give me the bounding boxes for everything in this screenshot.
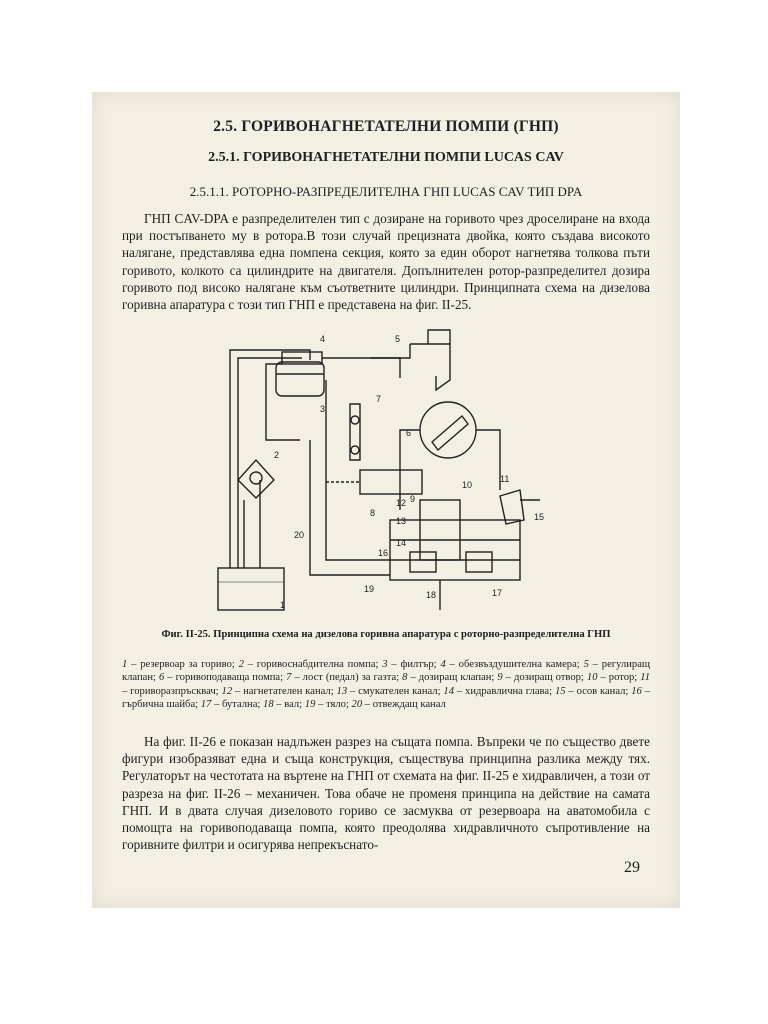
- legend-item: 16 – гърбична шайба;: [122, 685, 651, 711]
- legend-item: 7 – лост (педал) за газта;: [286, 672, 400, 684]
- fuel-tank-shape: [218, 568, 284, 610]
- legend-item: 4 – обезвъздушителна камера;: [440, 659, 580, 670]
- intro-paragraph: [122, 210, 650, 313]
- legend-item: 11 – гориворазпръсквач;: [122, 672, 651, 697]
- label-12: 12: [396, 498, 407, 508]
- legend-item: 1 – резервоар за гориво;: [122, 659, 235, 670]
- figure-caption: Фиг. II-25. Принципна схема на дизелова горивна апаратура с роторно-разпределителна ГНП: [161, 629, 611, 640]
- paragraph-text: ГНП CAV-DPA е разпределителен тип с дозиране на горивото чрез дроселиране на входа при постъпването му в ротора.В този случай прецизната двойка, която създава високото налягане, представлява една помпена секция, която за един оборот нагнетява толкова пъти горивото, колкото са цилиндрите на двигателя. Допълнителен ротор-разпределител дозира горивото под високо налягане към съответните цилиндри. Принципната схема на дизелова горивна апаратура с този тип ГНП е представена на фиг. II-25.: [122, 211, 650, 313]
- label-16: 16: [378, 548, 389, 558]
- diagram-labels: [274, 334, 544, 610]
- label-5: 5: [395, 334, 401, 344]
- legend-item: 5 – регулиращ клапан;: [122, 659, 651, 684]
- label-1: 1: [280, 600, 286, 610]
- legend-item: 10 – ротор;: [586, 672, 638, 684]
- label-6: 6: [406, 428, 412, 438]
- label-4: 4: [320, 334, 326, 344]
- legend-item: 14 – хидравлична глава;: [443, 685, 553, 697]
- label-7: 7: [376, 394, 382, 404]
- label-10: 10: [462, 480, 473, 490]
- label-13: 13: [396, 516, 407, 526]
- label-18: 18: [426, 590, 437, 600]
- book-page: [92, 92, 680, 908]
- label-3: 3: [320, 404, 326, 414]
- second-paragraph: [122, 733, 650, 853]
- label-8: 8: [370, 508, 376, 518]
- legend-item: 19 – тяло;: [304, 699, 349, 711]
- label-19: 19: [364, 584, 375, 594]
- legend-item: 3 – филтър;: [382, 659, 437, 670]
- label-2: 2: [274, 450, 280, 460]
- legend-item: 8 – дозиращ клапан;: [402, 672, 495, 684]
- fuel-system-diagram: [200, 320, 596, 620]
- figure-legend: [122, 658, 650, 712]
- legend-item: 9 – дозиращ отвор;: [497, 672, 584, 684]
- legend-item: 6 – горивоподаваща помпа;: [158, 672, 284, 684]
- section-heading: 2.5. ГОРИВОНАГНЕТАТЕЛНИ ПОМПИ (ГНП): [213, 118, 559, 135]
- legend-item: 13 – смукателен канал;: [336, 685, 441, 697]
- legend-item: 2 – горивоснабдителна помпа;: [238, 659, 379, 670]
- label-17: 17: [492, 588, 503, 598]
- label-11: 11: [500, 474, 510, 484]
- subsubsection-heading: 2.5.1.1. РОТОРНО-РАЗПРЕДЕЛИТЕЛНА ГНП LUCAS CAV ТИП DPA: [189, 184, 583, 199]
- page-number: 29: [624, 859, 640, 876]
- legend-item: 15 – осов канал;: [554, 685, 629, 697]
- label-9: 9: [410, 494, 416, 504]
- subsection-heading: 2.5.1. ГОРИВОНАГНЕТАТЕЛНИ ПОМПИ LUCAS CAV: [208, 150, 564, 165]
- label-15: 15: [534, 512, 545, 522]
- legend-item: 17 – бутална;: [200, 699, 261, 711]
- paragraph-text: На фиг. II-26 е показан надлъжен разрез на същата помпа. Въпреки че по същество двете фигури изобразяват една и съща конструкция, съществува принципна разлика между тях. Регулаторът на честотата на въртене на ГНП от схемата на фиг. II-25 е хидравличен, а този от разреза на фиг. II-26 – механичен. Това обаче не променя принципа на действие на самата ГНП. И в двата случая дизеловото гориво се засмуква от резервоара на аватомобила с помощта на горивоподаваща помпа, която преодолява хидравличното съпротивление на горивните филтри и осигурява непрекъснато-: [122, 734, 650, 853]
- legend-item: 20 – отвеждащ канал: [351, 699, 446, 711]
- label-20: 20: [294, 530, 305, 540]
- label-14: 14: [396, 538, 407, 548]
- legend-item: 18 – вал;: [263, 699, 303, 711]
- legend-item: 12 – нагнетателен канал;: [221, 685, 334, 697]
